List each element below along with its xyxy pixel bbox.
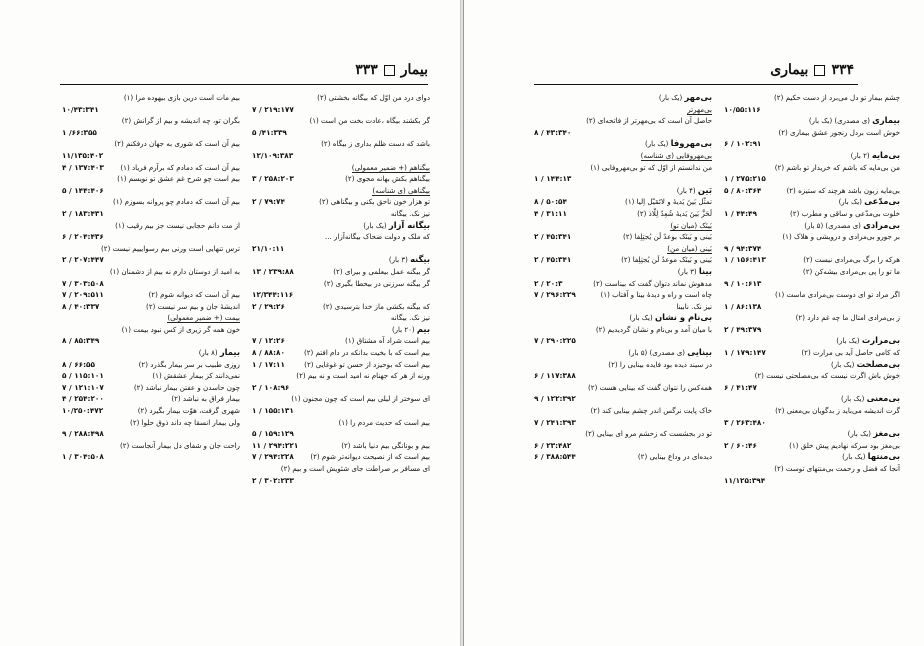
verse-reference: ۳ / ۲۶۳:۴۸۰: [724, 417, 766, 427]
headword-note: (یک بار): [847, 430, 874, 439]
verse-text: حاصل آن است که بی‌مهرتر از فاتحه‌ای (۲): [586, 116, 712, 126]
verse-reference: ۹ / ۱۰:۶۱۳: [724, 278, 762, 288]
verse-line: [252, 335, 430, 347]
headword: بیم: [416, 323, 430, 334]
verse-text: چون حاسدن و عفتن بیمار نباشد (۲): [133, 382, 240, 392]
headword-note: (یک بار): [645, 140, 671, 149]
left-page-header: [355, 58, 428, 82]
verse-reference: ۲ / ۷۹:۷۴: [252, 197, 285, 207]
headword: بی‌مهروفا: [670, 138, 712, 149]
verse-reference: ۴ / ۳۱:۱۱: [534, 208, 567, 218]
verse-reference: ۷ / ۲۹۶:۲۲۹: [534, 290, 576, 300]
headword: بی‌مرارت: [861, 335, 900, 346]
headword-note: (یک بار): [842, 453, 868, 462]
verse-reference: ۹ / ۲۸۸:۴۹۸: [62, 429, 104, 439]
verse-reference: ۹ / ۱۲۲:۳۹۲: [534, 394, 576, 404]
headword-note: (۸ بار): [198, 349, 220, 358]
headword-entry: [534, 185, 712, 197]
verse-text: بیم آن است که دمادم که برآرم فریاد (۱): [120, 162, 240, 172]
verse-text: بیم است که بوحیزد از حسن تو غوغایی (۲): [304, 359, 430, 369]
headword: بیگانه آزار: [388, 219, 430, 230]
verse-text: دیده‌ای در وداع بینایی (۲): [637, 452, 712, 462]
verse-reference: ۶ / ۳۸۸:۵۴۴: [534, 452, 576, 462]
verse-reference: ۱۱ / ۲۹۴:۲۲۱: [252, 440, 299, 450]
verse-text: آنجا که فضل و رحمت بی‌منتهای توست (۲): [774, 464, 900, 473]
headword: بیمار: [219, 347, 240, 358]
verse-text: بیگناهم بکش بهانه مجوی (۲): [345, 174, 430, 184]
verse-text: روزی طبیب بر سر بیمار بگذرد (۲): [138, 359, 240, 369]
verse-text: بیم است که حدیث مردم را (۱): [338, 417, 430, 427]
verse-text: نمی‌دانند کز بیمار عشقش (۱): [152, 371, 240, 381]
verse-reference: ۸ / ۶۶:۵۵: [62, 359, 95, 369]
sub-headword-entry: [534, 104, 712, 116]
verse-text: هرکه را برگ بی‌مرادی نیست (۲): [803, 255, 900, 265]
verse-text: راحت جان و شفای دل بیمار آنجاست (۲): [119, 440, 240, 450]
headword-note: (یک بار): [836, 337, 862, 346]
verse-line: [534, 208, 712, 220]
headword-entry: [534, 312, 712, 324]
verse-text: ترس تنهایی است ورنی بیم رسوایییم نیست (۲): [101, 243, 240, 253]
left-page-right-column: [252, 92, 430, 486]
verse-reference: ۵ / ۸۰:۳۶۴: [724, 185, 762, 195]
headword-entry: [724, 393, 900, 405]
headword-entry: [534, 92, 712, 104]
verse-reference: ۵ / ۱۵۹:۱۲۹: [252, 429, 294, 439]
verse-reference: ۵ / ۱۱۵:۱۰۱: [62, 371, 104, 381]
verse-text: بیم و بونانگی بیم دنیا باشد (۲): [341, 440, 430, 450]
verse-reference: ۶ / ۲۰۴:۴۳۶: [62, 232, 104, 242]
headword: بی‌معنی: [866, 393, 900, 404]
headword-entry: [534, 138, 712, 150]
verse-line: [62, 405, 240, 417]
verse-text: بر جورو بی‌مرادی و درویشی و هلاک (۱): [782, 232, 900, 242]
verse-line: [252, 301, 430, 313]
verse-line: [252, 196, 430, 208]
verse-reference: ۲ / ۳۰۲:۲۳۳: [252, 475, 294, 485]
verse-text: بی‌مایه زبون باشد هرچند که ستیزه (۲): [786, 185, 900, 195]
verse-reference: ۱۱/۱۳۵:۴۰۲: [62, 150, 104, 160]
verse-reference: ۱۲/۳۴۴:۱۱۶: [252, 290, 294, 300]
verse-text: تو در بجشست که زحشم مرو ای بینایی (۲): [585, 429, 712, 439]
verse-text: من ندانستم از اوّل که تو بی‌مهروفایی (۱): [590, 162, 712, 172]
headword-note: (ی مصدری) (۵ بار): [628, 349, 688, 358]
headword-entry: [724, 335, 900, 347]
headword-note: (۲ بار): [850, 151, 872, 160]
verse-text: نیز نک. نابینا: [676, 301, 712, 311]
verse-reference: ۸ / ۴۰:۳۳۷: [62, 301, 100, 311]
verse-text: بیم مات است درین بازی بیهوده مرا (۱): [123, 93, 240, 102]
verse-reference: ۶ / ۱۱۷:۳۸۸: [534, 371, 576, 381]
verse-text: بَینی و بَینَک بوعدٌ لَن یُجتِلِفا (۲): [622, 232, 712, 242]
headword-note: (۳ بار): [677, 267, 699, 276]
verse-text: به امید از دوستان دارم نه بیم از دشمنان (۱): [109, 266, 240, 276]
verse-line: [62, 359, 240, 371]
headword-entry: [724, 220, 900, 232]
headword-entry: [62, 347, 240, 359]
verse-text: تو هزار خون ناحق بکنی و بیگناهی (۲): [319, 197, 430, 207]
verse-reference: ۹ / ۹۴:۳۷۴: [724, 243, 762, 253]
sub-headword: بَینی (میان من): [667, 243, 712, 253]
headword: بینا: [698, 265, 712, 276]
verse-line: [62, 301, 240, 313]
headword: بی‌منتها: [867, 451, 900, 462]
verse-reference: ۴ / ۱۳۷:۴۰۳: [62, 162, 104, 172]
verse-reference: ۱ / ۱۴۴:۱۳: [534, 174, 572, 184]
verse-text: بَینی و بَینَک موعدٌ لَن یُجتِلِفا (۲): [621, 255, 712, 265]
verse-line: [252, 359, 430, 371]
verse-reference: ۱۰/۵۵:۱۱۶: [724, 104, 761, 114]
headword-note: (۲۰ بار): [391, 325, 417, 334]
verse-text: خوش باش اگرت نیست که بی‌مصلحتی نیست (۲): [754, 371, 900, 381]
verse-text: گر بیگنه عمل بیعلمی و بیرای (۲): [333, 266, 430, 276]
headword: بی‌مدّعی: [864, 196, 900, 207]
verse-reference: ۲ / ۴۵:۳۴۱: [534, 255, 572, 265]
verse-text: بیم است چو شرح غم عشق تو نویسم (۱): [117, 174, 240, 184]
verse-line: [534, 231, 712, 243]
verse-text: گرت اندیشه می‌باید ز بدگویان بی‌معنی (۲): [775, 406, 900, 416]
verse-reference: ۲ / ۲۹:۲۶: [252, 301, 285, 311]
headword: بی‌مایه: [871, 149, 900, 160]
verse-reference: ۷ / ۲۹۰:۲۲۵: [534, 336, 576, 346]
verse-reference: ۷ / ۳۰۳:۵۰۸: [62, 278, 104, 288]
verse-line: [534, 254, 712, 266]
sub-headword-entry: [534, 220, 712, 232]
verse-reference: ۲ / ۴۹:۳۷۹: [724, 324, 762, 334]
verse-reference: ۵ /۴۱:۳۳۹: [252, 127, 287, 137]
verse-text: بیمار فراق به نباشد (۲): [171, 394, 240, 404]
verse-text: که ملک و دولت ضحاک بیگانه‌آزار ...: [325, 232, 430, 242]
header-rule: [60, 84, 428, 85]
verse-text: بگران تو، چه اندیشه و بیم از گرانش (۲): [121, 116, 240, 126]
verse-text: ما تو را پی بی‌مرادی بیشه‌کن (۲): [802, 266, 900, 276]
right-page-left-column: [534, 92, 712, 463]
sub-headword: بَینَک (میان تو): [670, 220, 712, 230]
right-page-title: بیماری: [770, 62, 809, 78]
verse-reference: ۱ / ۴۴:۴۹: [724, 208, 757, 218]
left-page-number: ۳۳۳: [355, 62, 378, 78]
verse-reference: ۷ / ۲۴۱:۳۹۳: [534, 417, 576, 427]
headword-entry: [252, 254, 430, 266]
verse-line: [534, 196, 712, 208]
sub-headword: بیمت (+ ضمیر معمولی): [167, 313, 240, 323]
headword-note: (۴ بار): [676, 186, 698, 195]
verse-text: ز بی‌مرادی امتال ما چه غم دارد (۲): [795, 313, 900, 323]
verse-text: با میان آمد و بی‌نام و نشان گردیدیم (۲): [595, 324, 712, 334]
verse-reference: ۱۳ / ۲۳۹:۸۸: [252, 266, 294, 276]
verse-text: از مت دانم حجابی نیست جز بیم رقیب (۱): [115, 220, 240, 230]
verse-reference: ۸ / ۸۸:۸۰: [252, 348, 285, 358]
verse-reference: ۵ / ۱۴۴:۴۰۶: [62, 185, 104, 195]
headword-note: (یک بار): [363, 221, 389, 230]
verse-text: دوای درد من اوّل که بیگانه بخشتی (۲): [317, 93, 430, 102]
verse-line: [252, 173, 430, 185]
verse-text: بیم آن است که دیوانه شوم (۲): [148, 290, 240, 300]
verse-line: [62, 393, 240, 405]
headword-entry: [252, 220, 430, 232]
right-page-number: ۳۳۴: [831, 62, 854, 78]
verse-reference: ۴ / ۲۵۴:۲۰۰: [62, 394, 104, 404]
verse-reference: ۷ / ۲۱۹:۱۷۷: [252, 104, 294, 114]
verse-text: بیم است که از نصیحت دیوانه‌تر شوم (۲): [310, 452, 430, 462]
headword-note: (یک بار): [629, 314, 655, 323]
headword-entry: [724, 115, 900, 127]
verse-text: اگر مراد تو ای دوست بی‌مرادی ماست (۱): [774, 290, 900, 300]
verse-line: [534, 451, 712, 463]
verse-reference: ۲۱/۱۰:۱۱: [252, 243, 285, 253]
verse-text: چاه است و راه و دیدهٔ بینا و آفتاب (۱): [600, 290, 712, 300]
headword-entry: [724, 196, 900, 208]
headword-entry: [534, 266, 712, 278]
sub-headword: بیگناهم (+ ضمیر معمولی): [351, 162, 430, 172]
headword-entry: [724, 150, 900, 162]
verse-line: [252, 266, 430, 278]
verse-reference: ۱ / ۱۵۵:۱۳۱: [252, 406, 294, 416]
verse-text: نیز نک. بیگانه: [390, 313, 430, 323]
verse-reference: ۲ / ۶۰:۴۶: [724, 440, 757, 450]
verse-line: [534, 289, 712, 301]
verse-line: [62, 289, 240, 301]
verse-text: بیم است شراد آه مشتاق (۱): [345, 336, 430, 346]
verse-text: که کامی حاصل آید بی مرارت (۲): [801, 348, 900, 358]
verse-reference: ۳ / ۲۵۸:۲۰۳: [252, 174, 294, 184]
verse-reference: ۶ / ۲۳:۴۸۲: [534, 440, 572, 450]
verse-text: ای سوختر از لیلی بیم است که چون مجنون (۱): [291, 394, 430, 404]
verse-reference: ۲ / ۲۰۷:۴۴۷: [62, 255, 104, 265]
verse-reference: ۱ / ۱۷:۱۱: [252, 359, 285, 369]
verse-reference: ۲ / ۱۸۳:۴۳۱: [62, 208, 104, 218]
sub-headword: بیگناهی (ی شناسه): [372, 185, 430, 195]
verse-text: گر بکشند بیگاه ،عادت بخت من است (۱): [309, 116, 430, 126]
verse-line: [62, 370, 240, 382]
headword-note: (یک بار): [838, 198, 865, 207]
verse-text: بیم آن است که دمادم چو پروانه بسوزم (۱): [112, 197, 240, 207]
sub-headword: بی‌مهرتر: [687, 104, 712, 114]
verse-text: لَحَزَّ بَینَ یَدیهٔ شُعِدٌ لِلّاذ (۲): [637, 208, 712, 218]
verse-text: تمثّل بَینَ یَدیهٔ و لاتَمَیّل اِلیا (۱): [625, 197, 712, 207]
headword-entry: [252, 324, 430, 336]
verse-reference: ۲ / ۱۰۸:۹۶: [252, 382, 290, 392]
verse-reference: ۲ / ۴۵:۳۴۱: [534, 232, 572, 242]
verse-line: [724, 347, 900, 359]
headword-entry: [724, 428, 900, 440]
verse-reference: ۱ / ۲۷۵:۲۱۵: [724, 174, 766, 184]
verse-text: چشم بیمار تو دل می‌برد از دست حکیم (۲): [774, 93, 900, 102]
sub-headword-entry: [62, 312, 240, 324]
headword-note: (یک بار): [831, 360, 857, 369]
verse-reference: ۶ / ۱۰۲:۹۱: [724, 139, 762, 149]
headword-note: (یک بار): [658, 94, 685, 102]
verse-text: بیم آن است که شوری به جهان درفکنم (۲): [114, 139, 240, 149]
headword: بیگنه: [410, 254, 430, 265]
verse-reference: ۱۰/۲۵۰:۴۷۲: [62, 406, 104, 416]
headword-entry: [534, 347, 712, 359]
verse-line: [724, 440, 900, 452]
verse-line: [252, 451, 430, 463]
verse-text: همه‌کس را نتوان گفت که بینایی هست (۲): [587, 382, 712, 392]
verse-reference: ۷ / ۲۰۹:۵۱۱: [62, 290, 104, 300]
verse-text: که بیگنه بکشی ماز خدا بترسیدی (۲): [322, 301, 430, 311]
left-page-title: بیمار: [400, 62, 428, 78]
verse-reference: ۲ / ۲۰:۳: [534, 278, 563, 288]
verse-text: خاک پایت نرگس اندر چشم بینایی کند (۲): [590, 406, 712, 416]
right-page-header: [464, 58, 924, 82]
verse-reference: ۸ / ۸۵:۳۴۹: [62, 336, 100, 346]
headword-note: (یک بار): [840, 395, 867, 404]
left-page-left-column: [62, 92, 240, 463]
verse-reference: ۷ / ۱۲۱:۱۰۷: [62, 382, 104, 392]
sub-headword-entry: [252, 185, 430, 197]
square-ornament-icon: [814, 65, 825, 76]
verse-text: در سیند دیده بود فایده بینایی را (۲): [608, 359, 712, 369]
verse-line: [534, 278, 712, 290]
header-rule: [534, 84, 858, 85]
verse-reference: ۱ / ۳۰۴:۵۰۸: [62, 452, 104, 462]
verse-line: [62, 162, 240, 174]
verse-reference: ۱۱/۱۲۵:۳۹۴: [724, 475, 766, 485]
verse-reference: ۱۲/۱۰۹:۳۸۳: [252, 150, 294, 160]
verse-text: خون همه گر زیری از کس نبود بیمت (۱): [121, 324, 240, 334]
right-page-right-column: [724, 92, 900, 486]
verse-text: ولی بیمار انسقا چه داند ذوق حلوا (۲): [130, 417, 240, 427]
square-ornament-icon: [384, 65, 395, 76]
verse-reference: ۷ / ۲۹۴:۲۲۸: [252, 452, 294, 462]
sub-headword-entry: [534, 243, 712, 255]
verse-text: بیم است که با بخیت بدانکه در دام افتم (۲): [303, 348, 430, 358]
headword-entry: [724, 451, 900, 463]
headword-entry: [724, 359, 900, 371]
verse-text: اندیشهٔ جان و بیم سر نیست (۲): [146, 301, 240, 311]
verse-text: باشد که دست ظلم بداری ز بیگاه (۲): [321, 139, 430, 149]
sub-headword-entry: [534, 150, 712, 162]
verse-line: [724, 185, 900, 197]
verse-reference: ۶ / ۴۱:۴۷: [724, 382, 757, 392]
headword: بی‌نام و نشان: [654, 312, 712, 323]
verse-reference: ۷ / ۱۲:۲۶: [252, 336, 285, 346]
verse-line: [724, 208, 900, 220]
sub-headword: بی‌مهروفایی (ی شناسه): [640, 150, 712, 160]
verse-text: ورنه از هر که جهنام نه امید است و نه بیم (۲): [296, 371, 430, 381]
headword: بینایی: [687, 347, 712, 358]
verse-reference: ۱ /۶۶:۳۵۵: [62, 127, 97, 137]
verse-reference: ۱۰/۴۳:۳۴۱: [62, 104, 99, 114]
headword: بی‌مرادی: [863, 219, 900, 230]
headword: بی‌مهر: [684, 92, 712, 102]
headword: بی‌مغز: [873, 428, 900, 439]
verse-line: [724, 254, 900, 266]
headword: بیماری: [872, 115, 900, 126]
verse-text: نیز نک. بیگانه: [390, 208, 430, 218]
verse-reference: ۱ / ۱۷۹:۱۴۷: [724, 348, 766, 358]
verse-line: [252, 440, 430, 452]
verse-line: [252, 347, 430, 359]
verse-text: بی‌مغز بود سرکه نهادیم پیش خلق (۱): [789, 440, 900, 450]
verse-text: شهری گرفت، هوّت بیمار بگیرد (۲): [137, 406, 240, 416]
verse-text: گر بیگنه سرزنی در بیحطا بگیری (۲): [323, 278, 430, 288]
verse-text: مدهوش نماند دتوان گفت که بیناست (۲): [593, 278, 712, 288]
verse-reference: ۸ / ۴۳:۳۴۰: [534, 127, 572, 137]
verse-text: خلوت بی‌مدّعی و ساقی و مطرب (۲): [790, 208, 900, 218]
headword: بی‌مصلحت: [856, 358, 900, 369]
verse-reference: ۱ / ۱۵۶:۴۱۳: [724, 255, 766, 265]
verse-text: ای مسافر بر صراطت جای شئویش است و بیم (۲): [280, 464, 430, 473]
headword-note: (۳ بار): [388, 256, 411, 265]
verse-text: من بی‌مایه که باشم که خریدار تو باشم (۲): [774, 162, 900, 172]
verse-reference: ۸ / ۵۰:۵۴: [534, 197, 567, 207]
verse-reference: ۱ / ۸۶:۱۳۸: [724, 301, 762, 311]
headword-note: (ی مصدری) (۵ بار): [804, 221, 864, 230]
verse-line: [62, 382, 240, 394]
headword-note: (ی مصدری) (یک بار): [808, 117, 873, 126]
verse-text: خوش است بردل رنجور عشق بیماری (۲): [778, 127, 900, 137]
headword: بَین: [697, 184, 712, 195]
sub-headword-entry: [252, 162, 430, 174]
